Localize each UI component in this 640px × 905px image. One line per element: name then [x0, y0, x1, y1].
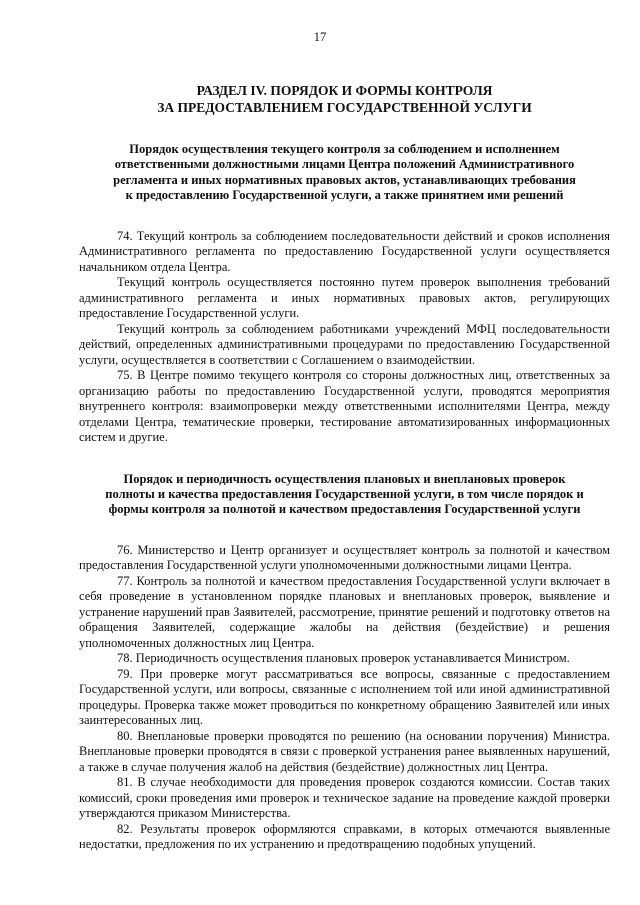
- subsection-title-line: полноты и качества предоставления Государственной услуги, в том числе порядок и: [105, 487, 584, 502]
- paragraph: 78. Периодичность осуществления плановых проверок устанавливается Министром.: [117, 651, 570, 666]
- subsection-title-line: к предоставлению Государственной услуги, а также принятием ими решений: [125, 188, 564, 203]
- subsection-title-line: ответственными должностными лицами Центра положений Административного: [114, 157, 575, 172]
- paragraph: 76. Министерство и Центр организует и осуществляет контроль за полнотой и качеством предоставления Государственной услуги уполномоченными должностными лицами Центра.: [79, 542, 610, 573]
- paragraph: 81. В случае необходимости для проведения проверок создаются комиссии. Состав таких комиссий, сроки проведения ими проверок и техническое задание на проведение каждой проверки утверждаются приказом Министерства.: [79, 775, 610, 821]
- paragraph: Текущий контроль за соблюдением работниками учреждений МФЦ последовательности действий, определенных административными процедурами по предоставлению Государственной услуги, осуществляется в соответствии с Соглашением о взаимодействии.: [79, 321, 610, 367]
- subsection-title-line: Порядок и периодичность осуществления плановых и внеплановых проверок: [123, 471, 566, 486]
- section-title: [79, 82, 610, 116]
- subsection-title-line: регламента и иных нормативных правовых актов, устанавливающих требования: [113, 172, 576, 187]
- paragraph: 74. Текущий контроль за соблюдением последовательности действий и сроков исполнения Административного регламента по предоставлению Государственной услуги осуществляется начальником отдела Центра.: [79, 228, 610, 274]
- paragraph: 77. Контроль за полнотой и качеством предоставления Государственной услуги включает в себя проведение в установленном порядке плановых и внеплановых проверок, выявление и устранение нарушений прав Заявителей, рассмотрение, принятие решений и подготовку ответов на обращения Заявителей, содержащие жалобы на действия (бездействие) и решения уполномоченных должностных лиц Центра.: [79, 573, 610, 650]
- paragraph: 80. Внеплановые проверки проводятся по решению (на основании поручения) Министра. Внеплановые проверки проводятся в связи с проверкой устранения ранее выявленных нарушений, а также в случае получения жалоб на действия (бездействие) должностных лиц Центра.: [79, 728, 610, 774]
- page-content: [79, 82, 610, 853]
- paragraph: 82. Результаты проверок оформляются справками, в которых отмечаются выявленные недостатки, предложения по их устранению и предотвращению подобных упущений.: [79, 821, 610, 852]
- paragraph: 79. При проверке могут рассматриваться все вопросы, связанные с предоставлением Государственной услуги, или вопросы, связанные с исполнением той или иной административной процедуры. Проверка также может проводиться по конкретному обращению Заявителей или иных заинтересованных лиц.: [79, 666, 610, 728]
- section-title-line: ЗА ПРЕДОСТАВЛЕНИЕМ ГОСУДАРСТВЕННОЙ УСЛУГИ: [157, 100, 532, 115]
- page-number: 17: [313, 30, 327, 44]
- paragraph: Текущий контроль осуществляется постоянно путем проверок выполнения требований административного регламента и иных нормативных правовых актов, регулирующих предоставление Государственной услуги.: [79, 275, 610, 321]
- subsection-title: [79, 472, 610, 518]
- subsection-title-line: Порядок осуществления текущего контроля за соблюдением и исполнением: [129, 142, 560, 156]
- paragraph: 75. В Центре помимо текущего контроля со стороны должностных лиц, ответственных за организацию работы по предоставлению Государственной услуги, проводятся мероприятия внутреннего контроля: взаимопроверки между ответственными исполнителями Центра, между отделами Центра, тематические проверки, тестирование автоматизированных информационных систем и другие.: [79, 368, 610, 445]
- subsection-title-line: формы контроля за полнотой и качеством предоставления Государственной услуги: [108, 502, 581, 517]
- subsection-title: [79, 142, 610, 204]
- section-title-line: РАЗДЕЛ IV. ПОРЯДОК И ФОРМЫ КОНТРОЛЯ: [196, 83, 493, 98]
